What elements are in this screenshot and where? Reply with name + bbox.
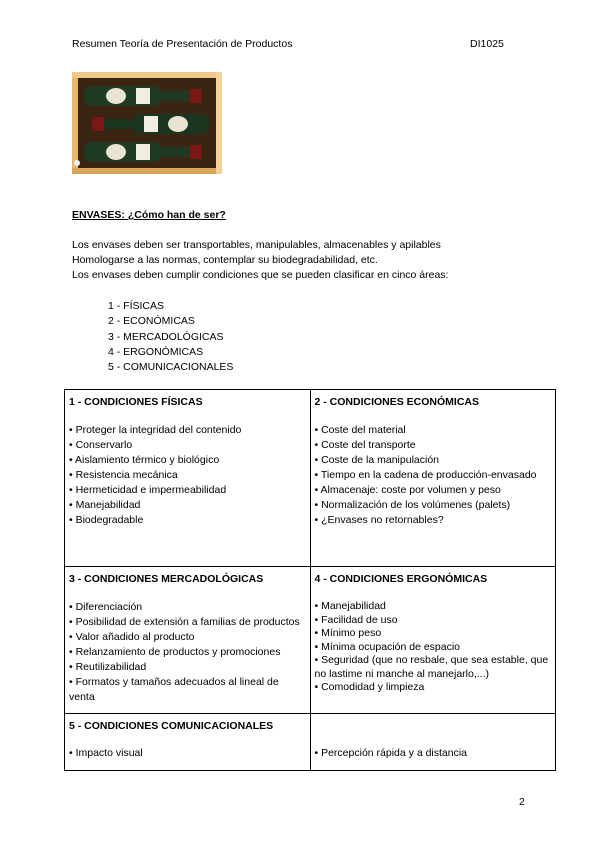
list-item: • Diferenciación (69, 601, 143, 613)
wine-bottles-box-photo (72, 72, 222, 174)
list-item: • Manejabilidad (314, 600, 386, 612)
list-item: • Normalización de los volúmenes (palets) (314, 499, 511, 511)
area-item: 5 - COMUNICACIONALES (108, 361, 234, 374)
cell-title: 5 - CONDICIONES COMUNICACIONALES (69, 720, 274, 732)
cell-comunicacionales-right (310, 714, 556, 771)
list-item: • Impacto visual (69, 747, 143, 759)
list-item: • Posibilidad de extensión a familias de productos (69, 616, 300, 628)
list-item: • Manejabilidad (69, 499, 141, 511)
area-item: 4 - ERGONÓMICAS (108, 345, 204, 358)
list-item: • Percepción rápida y a distancia (314, 747, 468, 759)
area-item: 3 - MERCADOLÓGICAS (108, 330, 224, 343)
intro-line: Los envases deben ser transportables, manipulables, almacenables y apilables (72, 239, 441, 251)
intro-line: Los envases deben cumplir condiciones que se pueden clasificar en cinco áreas: (72, 269, 449, 281)
list-item: • Reutilizabilidad (69, 661, 147, 673)
list-item: • ¿Envases no retornables? (314, 514, 444, 526)
list-item: • Mínima ocupación de espacio (314, 640, 461, 653)
list-item: • Coste del transporte (314, 439, 416, 451)
cell-title: 4 - CONDICIONES ERGONÓMICAS (314, 573, 488, 585)
cell-title: 1 - CONDICIONES FÍSICAS (69, 396, 203, 408)
table-row (65, 567, 556, 714)
cell-list (69, 423, 306, 528)
page-number: 2 (519, 796, 525, 808)
cell-list (69, 600, 306, 705)
section-heading: ENVASES: ¿Cómo han de ser? (72, 209, 226, 221)
table-row (65, 714, 556, 771)
list-item: • Coste de la manipulación (314, 454, 439, 466)
list-item: • Facilidad de uso (314, 613, 398, 626)
list-item: • Hermeticidad e impermeabilidad (69, 484, 227, 496)
list-item: • Biodegradable (69, 514, 144, 526)
list-item: • Valor añadido al producto (69, 631, 195, 643)
list-item: • Tiempo en la cadena de producción-envasado (314, 469, 537, 481)
list-item: • Comodidad y limpieza (314, 681, 425, 693)
list-item: • Mínimo peso (314, 627, 382, 639)
table-row (65, 390, 556, 567)
list-item: • Aislamiento térmico y biológico (69, 454, 220, 466)
list-item: • Conservarlo (69, 439, 133, 451)
cell-ergonomicas (310, 567, 556, 714)
cell-title: 2 - CONDICIONES ECONÓMICAS (314, 396, 480, 408)
cell-title: 3 - CONDICIONES MERCADOLÓGICAS (69, 573, 264, 585)
list-item: • Proteger la integridad del contenido (69, 424, 242, 436)
cell-list (315, 600, 552, 695)
intro-line: Homologarse a las normas, contemplar su biodegradabilidad, etc. (72, 254, 378, 266)
list-item: • Formatos y tamaños adecuados al lineal de venta (69, 676, 279, 703)
list-item: • Relanzamiento de productos y promociones (69, 646, 281, 658)
header-code: DI1025 (470, 38, 504, 50)
list-item: • Resistencia mecánica (69, 469, 178, 481)
cell-fisicas (65, 390, 311, 567)
list-item: • Almacenaje: coste por volumen y peso (314, 484, 501, 496)
cell-comunicacionales (65, 714, 311, 771)
cell-title-spacer (315, 720, 552, 732)
cell-economicas (310, 390, 556, 567)
cell-mercadologicas (65, 567, 311, 714)
header-title: Resumen Teoría de Presentación de Productos (72, 38, 293, 50)
cell-list (315, 423, 552, 528)
area-item: 2 - ECONÓMICAS (108, 315, 195, 328)
areas-list (108, 299, 233, 375)
intro-paragraph (72, 238, 448, 283)
area-item: 1 - FÍSICAS (108, 300, 165, 312)
list-item: • Coste del material (314, 424, 406, 436)
conditions-table (64, 389, 556, 771)
list-item: • Seguridad (que no resbale, que sea estable, que no lastime ni manche al manejarlo,...) (314, 654, 549, 680)
